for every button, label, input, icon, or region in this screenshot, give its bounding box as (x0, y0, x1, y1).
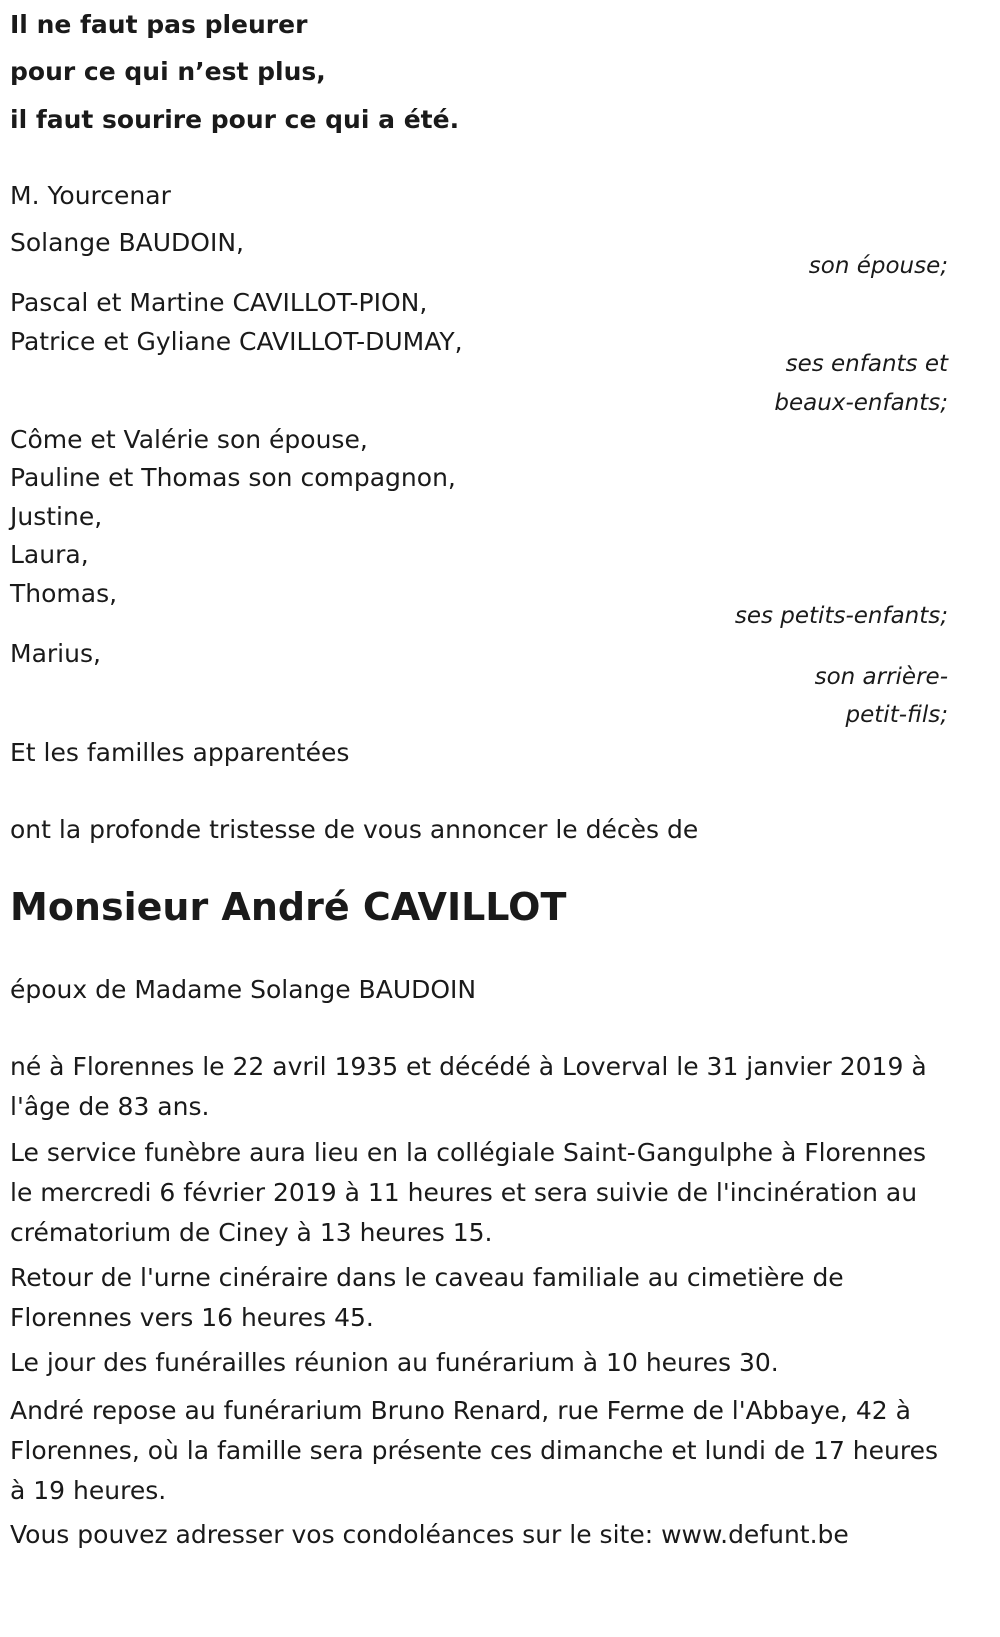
spouse-name: Solange BAUDOIN, (10, 228, 244, 257)
grandchild-3: Justine, (10, 502, 103, 531)
announcement: ont la profonde tristesse de vous annoncer le décès de (10, 815, 699, 844)
great-grandchild: Marius, (10, 639, 101, 668)
spouse-role: son épouse; (808, 253, 948, 279)
great-grandchild-role-2: petit-fils; (845, 702, 948, 728)
birth-death-paragraph: né à Florennes le 22 avril 1935 et décédé à Loverval le 31 janvier 2019 à l'âge de 83 ans. (10, 1052, 927, 1121)
quote-line-3: il faut sourire pour ce qui a été. (10, 105, 460, 134)
children-role-2: beaux-enfants; (774, 390, 948, 416)
great-grandchild-role-1: son arrière- (814, 664, 948, 690)
spouse-line: époux de Madame Solange BAUDOIN (10, 975, 477, 1004)
rest-paragraph: André repose au funérarium Bruno Renard, rue Ferme de l'Abbaye, 42 à Florennes, où la famille sera présente ces dimanche et lundi de 17 heures à 19 heures. (10, 1396, 939, 1505)
grandchildren-role: ses petits-enfants; (734, 603, 948, 629)
grandchild-4: Laura, (10, 540, 89, 569)
service-paragraph: Le service funèbre aura lieu en la collégiale Saint-Gangulphe à Florennes le mercredi 6 février 2019 à 11 heures et sera suivie de l'incinération au crématorium de Ciney à 13 heures 15. (10, 1138, 927, 1247)
quote-line-1: Il ne faut pas pleurer (10, 10, 308, 39)
urn-paragraph: Retour de l'urne cinéraire dans le caveau familiale au cimetière de Florennes vers 16 heures 45. (10, 1263, 844, 1332)
quote-author: M. Yourcenar (10, 181, 171, 210)
grandchild-5: Thomas, (10, 579, 118, 608)
deceased-name: Monsieur André CAVILLOT (10, 885, 567, 929)
child-2: Patrice et Gyliane CAVILLOT-DUMAY, (10, 327, 463, 356)
children-role-1: ses enfants et (785, 351, 948, 377)
quote-line-2: pour ce qui n’est plus, (10, 57, 326, 86)
grandchild-1: Côme et Valérie son épouse, (10, 425, 368, 454)
condolences-paragraph: Vous pouvez adresser vos condoléances sur le site: www.defunt.be (10, 1520, 849, 1549)
relatives: Et les familles apparentées (10, 738, 350, 767)
meeting-paragraph: Le jour des funérailles réunion au funérarium à 10 heures 30. (10, 1348, 779, 1377)
child-1: Pascal et Martine CAVILLOT-PION, (10, 288, 428, 317)
grandchild-2: Pauline et Thomas son compagnon, (10, 463, 456, 492)
